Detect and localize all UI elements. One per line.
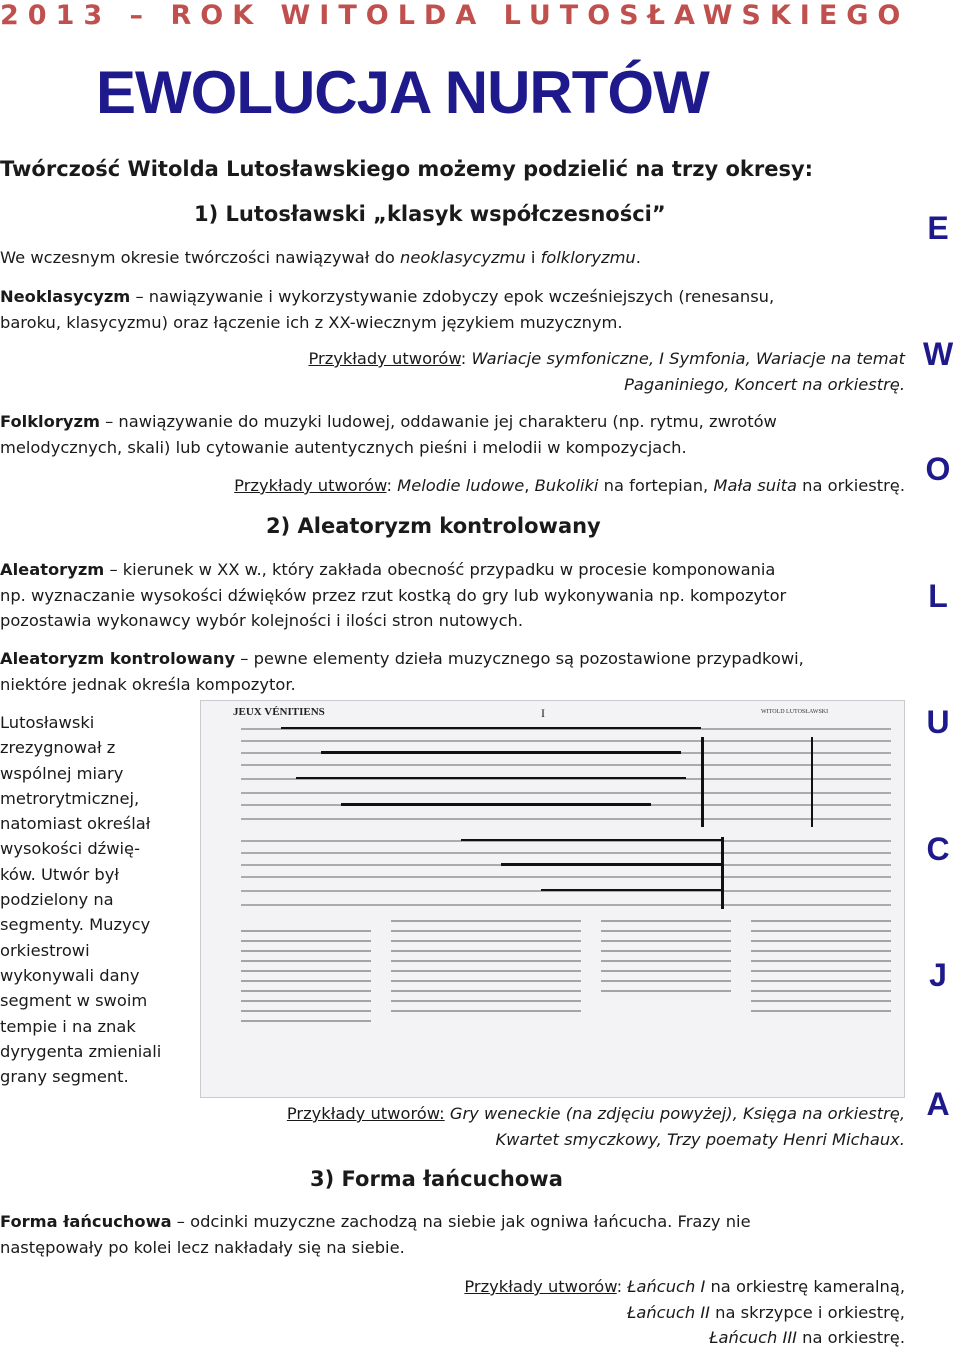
- side-line: grany segment.: [0, 1067, 129, 1087]
- vertical-letter-c: C: [926, 831, 950, 867]
- folk-def-line2: melodycznych, skali) lub cytowanie autentycznych pieśni i melodii w kompozycjach.: [0, 437, 687, 457]
- side-line: metrorytmicznej,: [0, 788, 140, 808]
- alea-examples-label: Przykłady utworów:: [286, 1104, 445, 1123]
- forma-line2: następowały po kolei lecz nakładały się na siebie.: [0, 1237, 405, 1257]
- section1-paragraph: [0, 245, 905, 271]
- neo-def-line2: baroku, klasycyzmu) oraz łączenie ich z XX-wiecznym językiem muzycznym.: [0, 312, 623, 332]
- side-line: segment w swoim: [0, 991, 148, 1011]
- forma-line1: – odcinki muzyczne zachodzą na siebie jak ogniwa łańcucha. Frazy nie: [171, 1212, 751, 1231]
- side-line: dyrygenta zmieniali: [0, 1041, 162, 1061]
- side-line: zrezygnował z: [0, 738, 116, 758]
- page-title: EWOLUCJA NURTÓW: [96, 59, 709, 126]
- kontrol-term: Aleatoryzm kontrolowany: [0, 649, 236, 668]
- vertical-letter-l: L: [928, 578, 948, 614]
- alea-line2: np. wyznaczanie wysokości dźwięków przez rzut kostką do gry lub wykonywania np. kompozytor: [0, 585, 787, 605]
- folk-text3: na orkiestrę.: [796, 476, 905, 495]
- aleatoryzm-examples: [0, 1101, 905, 1152]
- vertical-letter-u: U: [926, 704, 950, 740]
- side-line: segmenty. Muzycy: [0, 915, 151, 935]
- folk-examples-label: Przykłady utworów: [234, 476, 387, 495]
- score-title: JEUX VÉNITIENS: [233, 706, 325, 718]
- folk-sep1: ,: [524, 476, 535, 495]
- kontrol-line2: niektóre jednak określa kompozytor.: [0, 674, 296, 694]
- score-illustration: [201, 701, 904, 1097]
- neoklasycyzm-definition: [0, 284, 905, 335]
- alea-examples-line2: Kwartet smyczkowy, Trzy poematy Henri Michaux.: [495, 1129, 905, 1149]
- side-line: ków. Utwór był: [0, 864, 120, 884]
- neo-def-line1: – nawiązywanie i wykorzystywanie zdobyczy epok wcześniejszych (renesansu,: [130, 287, 775, 306]
- vertical-letter-e: E: [927, 210, 949, 246]
- vertical-letter-j: J: [929, 957, 947, 993]
- folk-text2: na fortepian,: [598, 476, 714, 495]
- side-line: podzielony na: [0, 890, 114, 910]
- neoklasycyzm-examples: [0, 346, 905, 397]
- p1-end: .: [635, 248, 641, 267]
- neo-examples-line2: Paganiniego, Koncert na orkiestrę.: [624, 374, 905, 394]
- folk-example-1: Melodie ludowe: [397, 476, 525, 495]
- forma-examples: [0, 1274, 905, 1351]
- folk-example-3: Mała suita: [713, 476, 797, 495]
- aleatoryzm-definition: [0, 557, 905, 634]
- forma-examples-colon: :: [616, 1277, 628, 1296]
- forma-text3: na orkiestrę.: [796, 1328, 905, 1347]
- vertical-letter-a: A: [926, 1086, 950, 1122]
- neo-term: Neoklasycyzm: [0, 287, 131, 306]
- vertical-letter-w: W: [923, 336, 954, 372]
- page-header-year: 2013 – ROK WITOLDA LUTOSŁAWSKIEGO: [0, 0, 910, 31]
- forma-lancuchowa-definition: [0, 1209, 905, 1260]
- neo-examples-line1: Wariacje symfoniczne, I Symfonia, Wariacje na temat: [471, 349, 905, 368]
- forma-example-1: Łańcuch I: [627, 1277, 706, 1296]
- side-line: wysokości dźwię-: [0, 839, 140, 859]
- alea-examples-line1: Gry weneckie (na zdjęciu powyżej), Księga na orkiestrę,: [444, 1104, 905, 1123]
- forma-examples-label: Przykłady utworów: [464, 1277, 617, 1296]
- folk-term: Folkloryzm: [0, 412, 100, 431]
- alea-line3: pozostawia wykonawcy wybór kolejności i ilości stron nutowych.: [0, 611, 524, 630]
- forma-example-3: Łańcuch III: [709, 1328, 797, 1347]
- p1-and: i: [525, 248, 541, 267]
- score-photo-jeux-venitiens: [200, 700, 905, 1098]
- p1-term-neoklasycyzm: neoklasycyzmu: [400, 248, 526, 267]
- side-description: [0, 710, 190, 1089]
- score-part: I: [541, 706, 545, 720]
- folk-examples-colon: :: [386, 476, 398, 495]
- side-line: natomiast określał: [0, 814, 151, 834]
- folkloryzm-examples: [0, 473, 905, 499]
- section2-heading: 2) Aleatoryzm kontrolowany: [266, 514, 601, 538]
- alea-term: Aleatoryzm: [0, 560, 105, 579]
- alea-line1: – kierunek w XX w., który zakłada obecność przypadku w procesie komponowania: [104, 560, 776, 579]
- p1-term-folkloryzm: folkloryzmu: [540, 248, 636, 267]
- folkloryzm-definition: [0, 409, 905, 460]
- vertical-letter-o: O: [925, 451, 951, 487]
- side-line: orkiestrowi: [0, 940, 90, 960]
- side-line: wspólnej miary: [0, 763, 124, 783]
- side-line: Lutosławski: [0, 713, 95, 732]
- neo-examples-label: Przykłady utworów: [308, 349, 461, 368]
- forma-term: Forma łańcuchowa: [0, 1212, 172, 1231]
- forma-example-2: Łańcuch II: [627, 1302, 710, 1322]
- forma-text1: na orkiestrę kameralną,: [705, 1277, 905, 1296]
- intro-sentence: Twórczość Witolda Lutosławskiego możemy podzielić na trzy okresy:: [0, 157, 814, 181]
- neo-examples-colon: :: [460, 349, 472, 368]
- folk-def-line1: – nawiązywanie do muzyki ludowej, oddawanie jej charakteru (np. rytmu, zwrotów: [99, 412, 777, 431]
- aleatoryzm-kontrolowany-definition: [0, 646, 905, 697]
- score-composer: WITOLD LUTOSŁAWSKI: [761, 709, 829, 715]
- side-line: wykonywali dany: [0, 965, 140, 985]
- section1-heading: 1) Lutosławski „klasyk współczesności”: [194, 202, 666, 226]
- p1-text: We wczesnym okresie twórczości nawiązywał do: [0, 248, 401, 267]
- section3-heading: 3) Forma łańcuchowa: [310, 1167, 563, 1191]
- forma-text2: na skrzypce i orkiestrę,: [710, 1302, 905, 1322]
- side-line: tempie i na znak: [0, 1016, 136, 1036]
- kontrol-line1: – pewne elementy dzieła muzycznego są pozostawione przypadkowi,: [235, 649, 804, 668]
- folk-example-2: Bukoliki: [534, 476, 599, 495]
